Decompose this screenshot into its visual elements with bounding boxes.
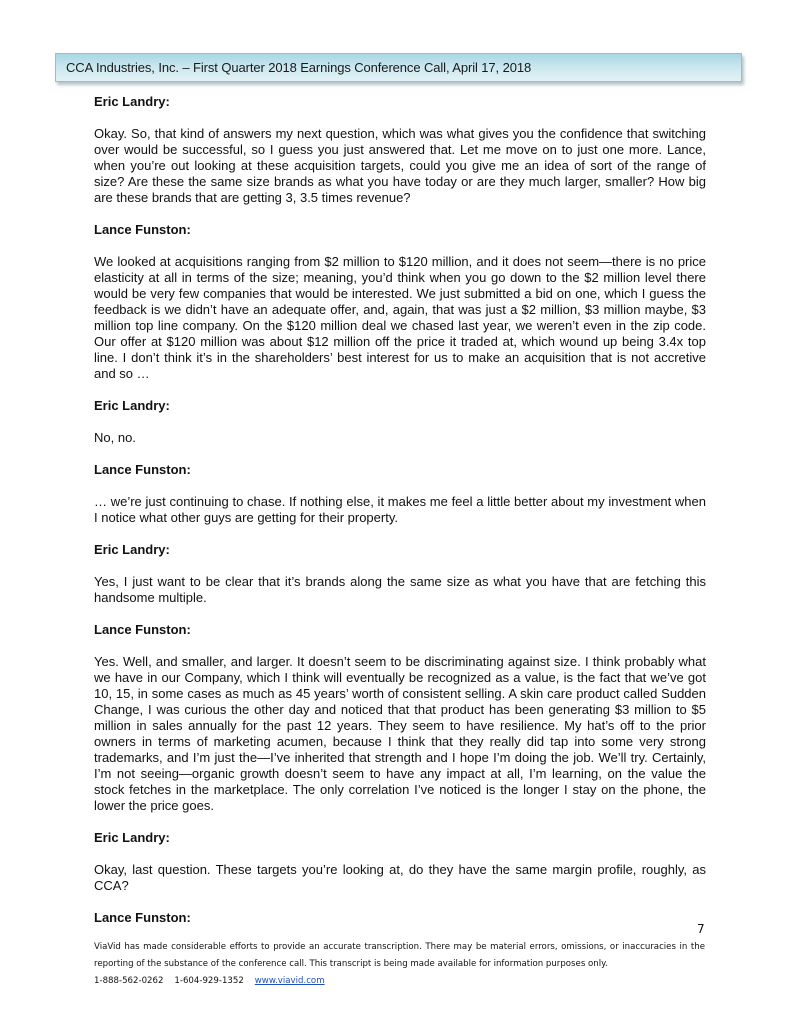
- footer-disclaimer-line1: ViaVid has made considerable efforts to provide an accurate transcription. There may be material errors, omissions, or inaccuracies in the: [94, 942, 705, 952]
- document-header: [55, 53, 742, 82]
- speaker-remark: Yes, I just want to be clear that it’s brands along the same size as what you have that are fetching this handsome multiple.: [94, 574, 706, 605]
- speaker-name: Lance Funston:: [94, 222, 191, 237]
- transcript-body: [94, 94, 706, 926]
- speaker-name: Eric Landry:: [94, 94, 170, 109]
- speaker-name: Eric Landry:: [94, 398, 170, 413]
- footer-phone-1: 1-888-562-0262: [94, 976, 164, 986]
- speaker-remark: Okay, last question. These targets you’re looking at, do they have the same margin profile, roughly, as CCA?: [94, 862, 706, 893]
- footer-disclaimer-line2: reporting of the substance of the conference call. This transcript is being made available for information purposes only.: [94, 959, 608, 969]
- speaker-name: Lance Funston:: [94, 910, 191, 925]
- page-footer: [94, 939, 705, 990]
- speaker-remark: We looked at acquisitions ranging from $2 million to $120 million, and it does not seem—there is no price elasticity at all in terms of the size; meaning, you’d think when you go down to the $2 million level there would be very few companies that would be interested. We just submitted a bid on one, which I guess the feedback is we didn’t have an adequate offer, and, again, that was just a $2 million, $3 million maybe, $3 million top line company. On the $120 million deal we chased last year, we weren’t even in the zip code. Our offer at $120 million was about $12 million off the price it traded at, which wound up being 3.4x top line. I don’t think it’s in the shareholders’ best interest for us to make an acquisition that is not accretive and so …: [94, 254, 706, 381]
- footer-website-link[interactable]: www.viavid.com: [254, 976, 325, 986]
- page-number: 7: [697, 922, 705, 936]
- speaker-remark: … we’re just continuing to chase. If nothing else, it makes me feel a little better about my investment when I notice what other guys are getting for their property.: [94, 494, 706, 525]
- speaker-remark: No, no.: [94, 430, 136, 445]
- document-title: CCA Industries, Inc. – First Quarter 2018 Earnings Conference Call, April 17, 2018: [66, 60, 532, 75]
- speaker-name: Lance Funston:: [94, 622, 191, 637]
- footer-phone-2: 1-604-929-1352: [174, 976, 244, 986]
- speaker-name: Eric Landry:: [94, 542, 170, 557]
- speaker-remark: Yes. Well, and smaller, and larger. It doesn’t seem to be discriminating against size. I think probably what we have in our Company, which I think will eventually be recognized as a value, is the fact that we’ve got 10, 15, in some cases as much as 45 years’ worth of consistent selling. A skin care product called Sudden Change, I was curious the other day and noticed that that product has been generating $3 million to $5 million in sales annually for the past 12 years. They seem to have resilience. My hat’s off to the prior owners in terms of marketing acumen, because I think that they really did tap into some very strong trademarks, and I’m just the—I’ve inherited that strength and I hope I’m doing the job. We’ll try. Certainly, I’m not seeing—organic growth doesn’t seem to have any impact at all, I’m learning, on the value the stock fetches in the marketplace. The only correlation I’ve noticed is the longer I stay on the phone, the lower the price goes.: [94, 654, 706, 813]
- speaker-name: Eric Landry:: [94, 830, 170, 845]
- speaker-remark: Okay. So, that kind of answers my next question, which was what gives you the confidence that switching over would be successful, so I guess you just answered that. Let me move on to just one more. Lance, when you’re out looking at these acquisition targets, could you give me an idea of sort of the range of size? Are these the same size brands as what you have today or are they much larger, smaller? How big are these brands that are getting 3, 3.5 times revenue?: [94, 126, 706, 205]
- footer-contact: [94, 973, 705, 990]
- speaker-name: Lance Funston:: [94, 462, 191, 477]
